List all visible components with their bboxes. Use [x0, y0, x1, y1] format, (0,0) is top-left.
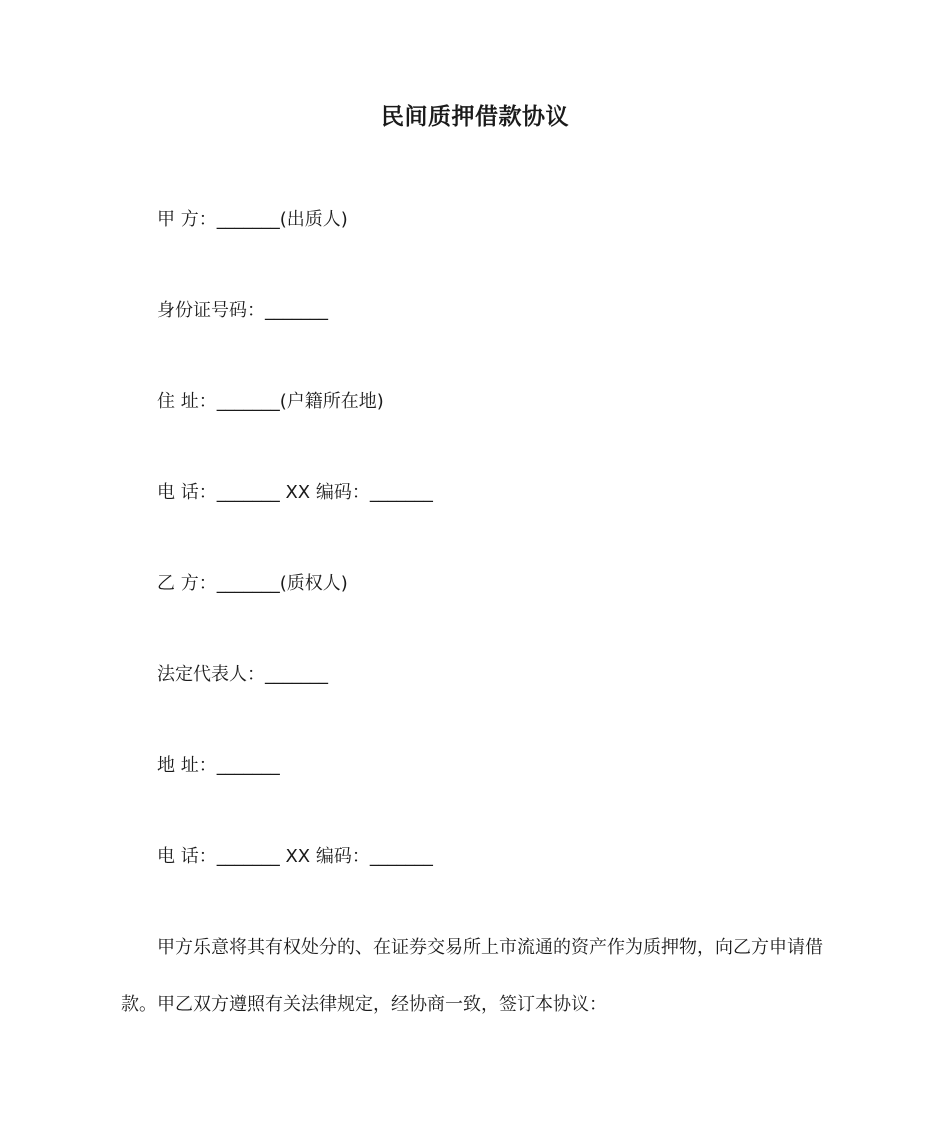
document-title: 民间质押借款协议	[381, 104, 569, 130]
party-a-id-number-line: 身份证号码：_______	[157, 300, 328, 321]
party-b-legal-rep-line: 法定代表人：_______	[157, 664, 328, 685]
party-b-address-line: 地 址：_______	[157, 755, 280, 776]
party-b-phone-line: 电 话：_______ XX 编码：_______	[157, 846, 433, 867]
party-a-phone-line: 电 话：_______ XX 编码：_______	[157, 482, 433, 503]
intro-paragraph-line-1: 甲方乐意将其有权处分的、在证券交易所上市流通的资产作为质押物，向乙方申请借	[157, 937, 823, 958]
party-a-line: 甲 方：_______(出质人)	[157, 209, 348, 230]
party-a-address-line: 住 址：_______(户籍所在地)	[157, 391, 384, 412]
party-b-line: 乙 方：_______(质权人)	[157, 573, 348, 594]
intro-paragraph-line-2: 款。甲乙双方遵照有关法律规定，经协商一致，签订本协议：	[121, 994, 607, 1015]
